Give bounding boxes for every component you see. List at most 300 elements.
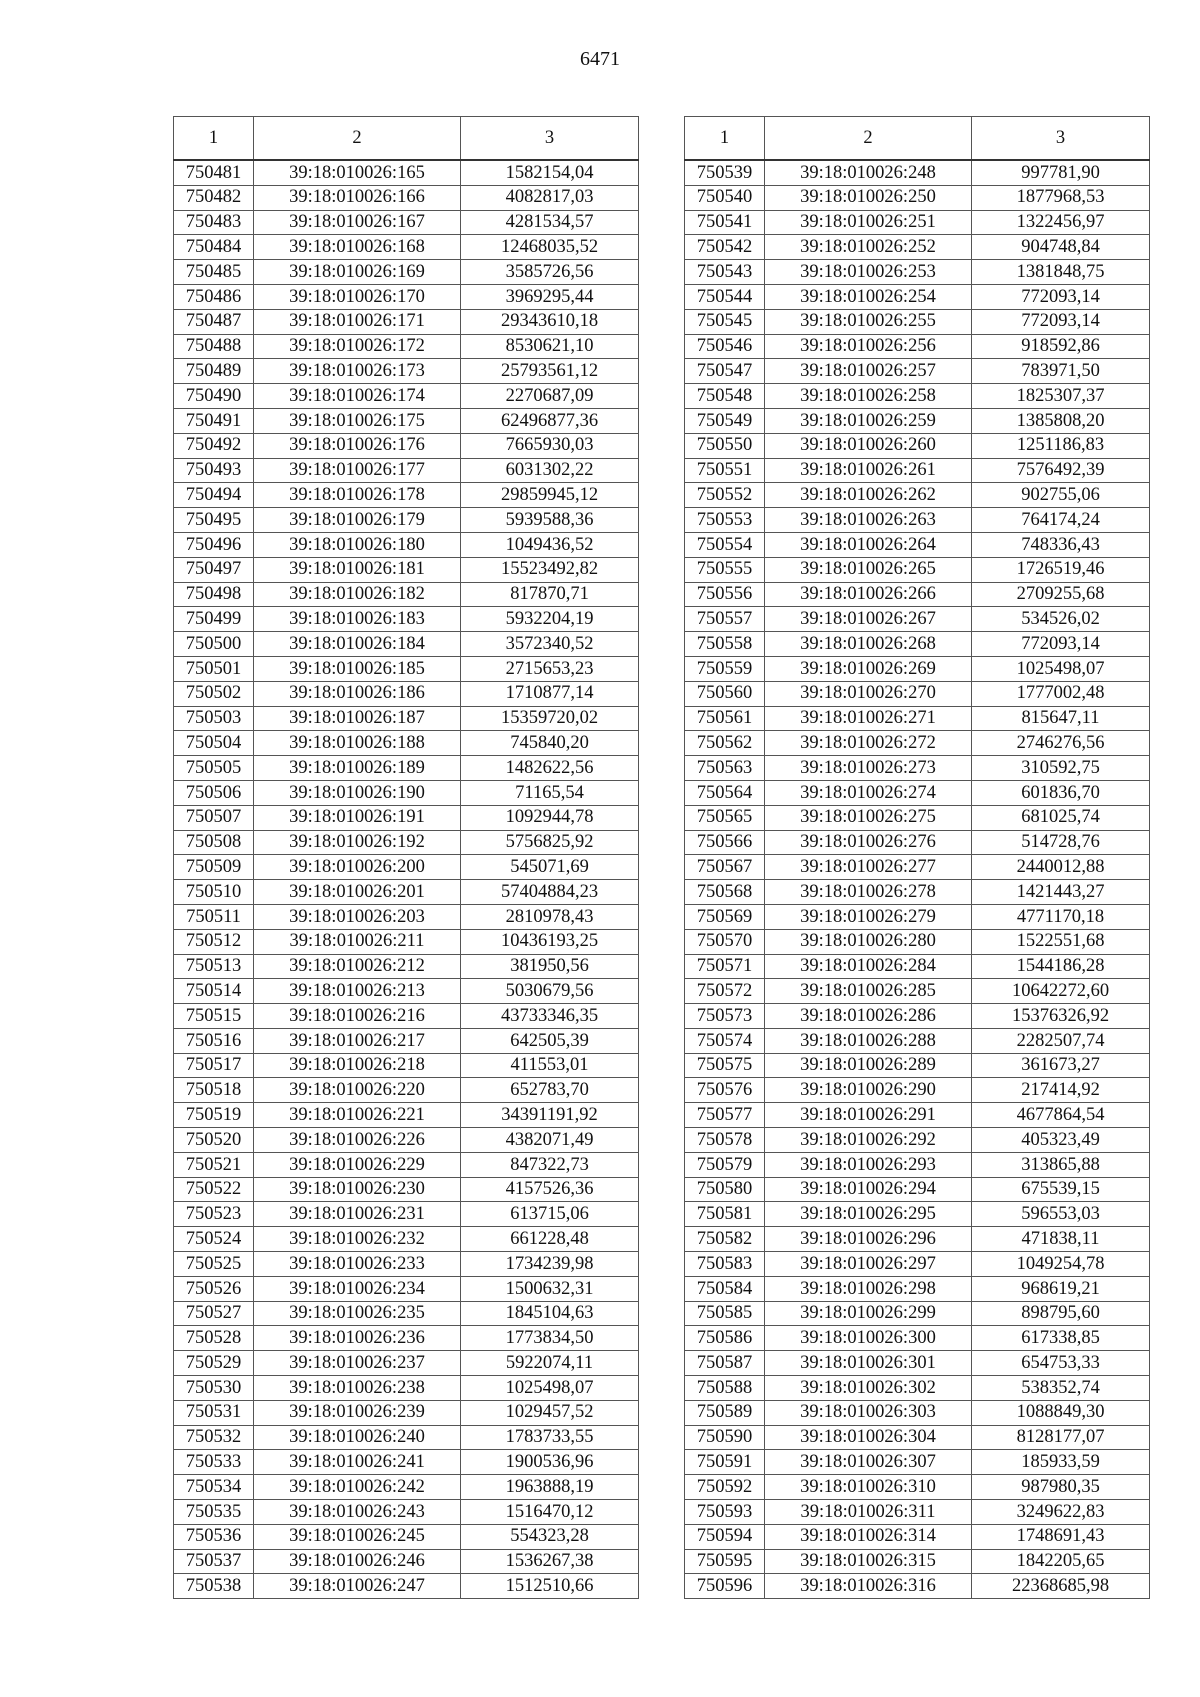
cell-cadastral-number: 39:18:010026:243 bbox=[254, 1500, 461, 1525]
cell-cadastral-number: 39:18:010026:263 bbox=[765, 508, 972, 533]
cell-record-number: 750500 bbox=[174, 632, 254, 657]
table-row bbox=[685, 458, 1150, 483]
cell-record-number: 750581 bbox=[685, 1202, 765, 1227]
cell-value: 62496877,36 bbox=[461, 408, 639, 433]
cell-cadastral-number: 39:18:010026:179 bbox=[254, 508, 461, 533]
table-row bbox=[174, 1326, 639, 1351]
cell-cadastral-number: 39:18:010026:234 bbox=[254, 1276, 461, 1301]
table-row bbox=[685, 1128, 1150, 1153]
cell-cadastral-number: 39:18:010026:230 bbox=[254, 1177, 461, 1202]
table-row bbox=[174, 1524, 639, 1549]
table-row bbox=[685, 1475, 1150, 1500]
cell-record-number: 750550 bbox=[685, 433, 765, 458]
cell-value: 1049436,52 bbox=[461, 532, 639, 557]
cell-cadastral-number: 39:18:010026:294 bbox=[765, 1177, 972, 1202]
cell-value: 2810978,43 bbox=[461, 904, 639, 929]
right-table bbox=[684, 116, 1150, 1599]
table-row bbox=[174, 780, 639, 805]
cell-value: 1777002,48 bbox=[972, 681, 1150, 706]
cell-value: 748336,43 bbox=[972, 532, 1150, 557]
cell-value: 847322,73 bbox=[461, 1152, 639, 1177]
cell-cadastral-number: 39:18:010026:284 bbox=[765, 954, 972, 979]
column-header-3: 3 bbox=[972, 117, 1150, 161]
cell-cadastral-number: 39:18:010026:290 bbox=[765, 1078, 972, 1103]
cell-cadastral-number: 39:18:010026:253 bbox=[765, 260, 972, 285]
cell-record-number: 750584 bbox=[685, 1276, 765, 1301]
cell-cadastral-number: 39:18:010026:181 bbox=[254, 557, 461, 582]
cell-cadastral-number: 39:18:010026:226 bbox=[254, 1128, 461, 1153]
table-row bbox=[174, 1053, 639, 1078]
cell-record-number: 750576 bbox=[685, 1078, 765, 1103]
cell-record-number: 750499 bbox=[174, 607, 254, 632]
column-header-1: 1 bbox=[174, 117, 254, 161]
table-row bbox=[685, 433, 1150, 458]
cell-value: 1516470,12 bbox=[461, 1500, 639, 1525]
table-row bbox=[174, 607, 639, 632]
cell-cadastral-number: 39:18:010026:185 bbox=[254, 656, 461, 681]
cell-cadastral-number: 39:18:010026:237 bbox=[254, 1351, 461, 1376]
cell-cadastral-number: 39:18:010026:299 bbox=[765, 1301, 972, 1326]
table-row bbox=[174, 334, 639, 359]
cell-record-number: 750533 bbox=[174, 1450, 254, 1475]
cell-value: 1726519,46 bbox=[972, 557, 1150, 582]
cell-value: 1500632,31 bbox=[461, 1276, 639, 1301]
table-row bbox=[685, 1524, 1150, 1549]
table-row bbox=[174, 1252, 639, 1277]
table-row bbox=[685, 1252, 1150, 1277]
cell-value: 5756825,92 bbox=[461, 830, 639, 855]
cell-value: 2270687,09 bbox=[461, 384, 639, 409]
cell-record-number: 750516 bbox=[174, 1028, 254, 1053]
cell-cadastral-number: 39:18:010026:291 bbox=[765, 1103, 972, 1128]
cell-cadastral-number: 39:18:010026:262 bbox=[765, 483, 972, 508]
cell-record-number: 750491 bbox=[174, 408, 254, 433]
table-row bbox=[685, 632, 1150, 657]
table-row bbox=[174, 384, 639, 409]
cell-record-number: 750593 bbox=[685, 1500, 765, 1525]
cell-value: 15359720,02 bbox=[461, 706, 639, 731]
cell-record-number: 750580 bbox=[685, 1177, 765, 1202]
cell-cadastral-number: 39:18:010026:240 bbox=[254, 1425, 461, 1450]
cell-value: 2282507,74 bbox=[972, 1028, 1150, 1053]
cell-record-number: 750534 bbox=[174, 1475, 254, 1500]
cell-cadastral-number: 39:18:010026:251 bbox=[765, 210, 972, 235]
cell-value: 772093,14 bbox=[972, 309, 1150, 334]
table-row bbox=[685, 979, 1150, 1004]
cell-value: 7665930,03 bbox=[461, 433, 639, 458]
cell-cadastral-number: 39:18:010026:259 bbox=[765, 408, 972, 433]
cell-value: 4771170,18 bbox=[972, 904, 1150, 929]
cell-value: 71165,54 bbox=[461, 780, 639, 805]
cell-cadastral-number: 39:18:010026:296 bbox=[765, 1227, 972, 1252]
cell-value: 471838,11 bbox=[972, 1227, 1150, 1252]
column-header-3: 3 bbox=[461, 117, 639, 161]
cell-record-number: 750487 bbox=[174, 309, 254, 334]
cell-record-number: 750527 bbox=[174, 1301, 254, 1326]
cell-record-number: 750521 bbox=[174, 1152, 254, 1177]
cell-value: 310592,75 bbox=[972, 756, 1150, 781]
table-row bbox=[685, 1376, 1150, 1401]
cell-value: 57404884,23 bbox=[461, 880, 639, 905]
cell-record-number: 750506 bbox=[174, 780, 254, 805]
cell-cadastral-number: 39:18:010026:303 bbox=[765, 1400, 972, 1425]
table-row bbox=[174, 1276, 639, 1301]
cell-cadastral-number: 39:18:010026:167 bbox=[254, 210, 461, 235]
cell-record-number: 750545 bbox=[685, 309, 765, 334]
cell-value: 772093,14 bbox=[972, 632, 1150, 657]
cell-record-number: 750520 bbox=[174, 1128, 254, 1153]
table-row bbox=[685, 954, 1150, 979]
table-row bbox=[174, 1475, 639, 1500]
cell-value: 1421443,27 bbox=[972, 880, 1150, 905]
cell-record-number: 750525 bbox=[174, 1252, 254, 1277]
cell-value: 617338,85 bbox=[972, 1326, 1150, 1351]
cell-cadastral-number: 39:18:010026:217 bbox=[254, 1028, 461, 1053]
cell-value: 1544186,28 bbox=[972, 954, 1150, 979]
cell-record-number: 750572 bbox=[685, 979, 765, 1004]
cell-record-number: 750587 bbox=[685, 1351, 765, 1376]
cell-value: 1322456,97 bbox=[972, 210, 1150, 235]
cell-cadastral-number: 39:18:010026:176 bbox=[254, 433, 461, 458]
cell-cadastral-number: 39:18:010026:174 bbox=[254, 384, 461, 409]
cell-cadastral-number: 39:18:010026:165 bbox=[254, 160, 461, 185]
cell-cadastral-number: 39:18:010026:248 bbox=[765, 160, 972, 185]
cell-record-number: 750489 bbox=[174, 359, 254, 384]
cell-cadastral-number: 39:18:010026:315 bbox=[765, 1549, 972, 1574]
cell-record-number: 750503 bbox=[174, 706, 254, 731]
cell-cadastral-number: 39:18:010026:178 bbox=[254, 483, 461, 508]
cell-cadastral-number: 39:18:010026:297 bbox=[765, 1252, 972, 1277]
cell-value: 5932204,19 bbox=[461, 607, 639, 632]
table-row bbox=[685, 582, 1150, 607]
table-row bbox=[685, 1574, 1150, 1599]
cell-cadastral-number: 39:18:010026:172 bbox=[254, 334, 461, 359]
cell-cadastral-number: 39:18:010026:301 bbox=[765, 1351, 972, 1376]
cell-value: 1783733,55 bbox=[461, 1425, 639, 1450]
cell-cadastral-number: 39:18:010026:278 bbox=[765, 880, 972, 905]
cell-value: 1381848,75 bbox=[972, 260, 1150, 285]
table-row bbox=[174, 185, 639, 210]
cell-value: 904748,84 bbox=[972, 235, 1150, 260]
cell-cadastral-number: 39:18:010026:272 bbox=[765, 731, 972, 756]
cell-value: 3585726,56 bbox=[461, 260, 639, 285]
cell-value: 764174,24 bbox=[972, 508, 1150, 533]
cell-value: 3249622,83 bbox=[972, 1500, 1150, 1525]
cell-value: 6031302,22 bbox=[461, 458, 639, 483]
table-row bbox=[685, 309, 1150, 334]
cell-value: 313865,88 bbox=[972, 1152, 1150, 1177]
table-row bbox=[685, 284, 1150, 309]
table-row bbox=[174, 458, 639, 483]
cell-value: 29343610,18 bbox=[461, 309, 639, 334]
cell-record-number: 750484 bbox=[174, 235, 254, 260]
cell-value: 405323,49 bbox=[972, 1128, 1150, 1153]
table-row bbox=[685, 780, 1150, 805]
cell-value: 1522551,68 bbox=[972, 929, 1150, 954]
cell-cadastral-number: 39:18:010026:180 bbox=[254, 532, 461, 557]
table-row bbox=[685, 508, 1150, 533]
cell-cadastral-number: 39:18:010026:203 bbox=[254, 904, 461, 929]
table-row bbox=[174, 855, 639, 880]
cell-record-number: 750585 bbox=[685, 1301, 765, 1326]
cell-record-number: 750518 bbox=[174, 1078, 254, 1103]
left-table-body bbox=[174, 160, 639, 1599]
table-row bbox=[685, 557, 1150, 582]
column-header-2: 2 bbox=[765, 117, 972, 161]
cell-record-number: 750540 bbox=[685, 185, 765, 210]
table-row bbox=[685, 929, 1150, 954]
table-row bbox=[174, 359, 639, 384]
cell-value: 1025498,07 bbox=[461, 1376, 639, 1401]
cell-value: 2715653,23 bbox=[461, 656, 639, 681]
table-row bbox=[174, 1500, 639, 1525]
cell-cadastral-number: 39:18:010026:269 bbox=[765, 656, 972, 681]
cell-record-number: 750542 bbox=[685, 235, 765, 260]
cell-value: 217414,92 bbox=[972, 1078, 1150, 1103]
cell-record-number: 750505 bbox=[174, 756, 254, 781]
cell-cadastral-number: 39:18:010026:314 bbox=[765, 1524, 972, 1549]
cell-cadastral-number: 39:18:010026:275 bbox=[765, 805, 972, 830]
table-row bbox=[685, 185, 1150, 210]
cell-record-number: 750565 bbox=[685, 805, 765, 830]
cell-record-number: 750513 bbox=[174, 954, 254, 979]
table-row bbox=[685, 408, 1150, 433]
table-row bbox=[174, 656, 639, 681]
page-number: 6471 bbox=[580, 48, 620, 70]
cell-value: 514728,76 bbox=[972, 830, 1150, 855]
cell-record-number: 750589 bbox=[685, 1400, 765, 1425]
cell-record-number: 750537 bbox=[174, 1549, 254, 1574]
cell-record-number: 750511 bbox=[174, 904, 254, 929]
cell-record-number: 750574 bbox=[685, 1028, 765, 1053]
cell-record-number: 750486 bbox=[174, 284, 254, 309]
table-row bbox=[685, 1152, 1150, 1177]
table-row bbox=[685, 1351, 1150, 1376]
cell-cadastral-number: 39:18:010026:280 bbox=[765, 929, 972, 954]
cell-cadastral-number: 39:18:010026:233 bbox=[254, 1252, 461, 1277]
table-row bbox=[685, 1549, 1150, 1574]
cell-record-number: 750504 bbox=[174, 731, 254, 756]
cell-cadastral-number: 39:18:010026:241 bbox=[254, 1450, 461, 1475]
cell-cadastral-number: 39:18:010026:200 bbox=[254, 855, 461, 880]
cell-record-number: 750538 bbox=[174, 1574, 254, 1599]
table-row bbox=[174, 1376, 639, 1401]
cell-cadastral-number: 39:18:010026:213 bbox=[254, 979, 461, 1004]
table-row bbox=[685, 855, 1150, 880]
cell-cadastral-number: 39:18:010026:276 bbox=[765, 830, 972, 855]
table-row bbox=[685, 483, 1150, 508]
cell-value: 4157526,36 bbox=[461, 1177, 639, 1202]
cell-cadastral-number: 39:18:010026:261 bbox=[765, 458, 972, 483]
cell-record-number: 750483 bbox=[174, 210, 254, 235]
table-row bbox=[685, 1400, 1150, 1425]
cell-cadastral-number: 39:18:010026:250 bbox=[765, 185, 972, 210]
table-row bbox=[174, 210, 639, 235]
table-row bbox=[685, 756, 1150, 781]
table-row bbox=[174, 433, 639, 458]
cell-record-number: 750568 bbox=[685, 880, 765, 905]
cell-record-number: 750481 bbox=[174, 160, 254, 185]
cell-value: 1877968,53 bbox=[972, 185, 1150, 210]
cell-value: 596553,03 bbox=[972, 1202, 1150, 1227]
cell-cadastral-number: 39:18:010026:239 bbox=[254, 1400, 461, 1425]
cell-record-number: 750577 bbox=[685, 1103, 765, 1128]
cell-value: 968619,21 bbox=[972, 1276, 1150, 1301]
cell-cadastral-number: 39:18:010026:288 bbox=[765, 1028, 972, 1053]
cell-cadastral-number: 39:18:010026:285 bbox=[765, 979, 972, 1004]
table-row bbox=[174, 1152, 639, 1177]
cell-record-number: 750560 bbox=[685, 681, 765, 706]
cell-value: 4281534,57 bbox=[461, 210, 639, 235]
cell-record-number: 750582 bbox=[685, 1227, 765, 1252]
table-row bbox=[174, 1425, 639, 1450]
table-row bbox=[685, 1425, 1150, 1450]
cell-record-number: 750501 bbox=[174, 656, 254, 681]
table-row bbox=[685, 1028, 1150, 1053]
cell-value: 3572340,52 bbox=[461, 632, 639, 657]
cell-record-number: 750507 bbox=[174, 805, 254, 830]
cell-record-number: 750544 bbox=[685, 284, 765, 309]
cell-record-number: 750535 bbox=[174, 1500, 254, 1525]
cell-cadastral-number: 39:18:010026:286 bbox=[765, 1004, 972, 1029]
table-row bbox=[174, 1549, 639, 1574]
cell-record-number: 750555 bbox=[685, 557, 765, 582]
cell-record-number: 750567 bbox=[685, 855, 765, 880]
cell-record-number: 750595 bbox=[685, 1549, 765, 1574]
cell-record-number: 750558 bbox=[685, 632, 765, 657]
cell-value: 361673,27 bbox=[972, 1053, 1150, 1078]
cell-record-number: 750490 bbox=[174, 384, 254, 409]
table-row bbox=[174, 632, 639, 657]
cell-record-number: 750591 bbox=[685, 1450, 765, 1475]
cell-cadastral-number: 39:18:010026:183 bbox=[254, 607, 461, 632]
cell-value: 681025,74 bbox=[972, 805, 1150, 830]
cell-value: 8530621,10 bbox=[461, 334, 639, 359]
cell-cadastral-number: 39:18:010026:257 bbox=[765, 359, 972, 384]
table-row bbox=[685, 1103, 1150, 1128]
cell-value: 4082817,03 bbox=[461, 185, 639, 210]
cell-record-number: 750517 bbox=[174, 1053, 254, 1078]
table-row bbox=[685, 830, 1150, 855]
cell-value: 1748691,43 bbox=[972, 1524, 1150, 1549]
cell-value: 1582154,04 bbox=[461, 160, 639, 185]
table-row bbox=[685, 532, 1150, 557]
cell-value: 534526,02 bbox=[972, 607, 1150, 632]
table-row bbox=[174, 508, 639, 533]
cell-record-number: 750529 bbox=[174, 1351, 254, 1376]
cell-cadastral-number: 39:18:010026:218 bbox=[254, 1053, 461, 1078]
cell-cadastral-number: 39:18:010026:189 bbox=[254, 756, 461, 781]
table-row bbox=[174, 1574, 639, 1599]
table-row bbox=[174, 1103, 639, 1128]
cell-value: 554323,28 bbox=[461, 1524, 639, 1549]
cell-cadastral-number: 39:18:010026:292 bbox=[765, 1128, 972, 1153]
cell-cadastral-number: 39:18:010026:171 bbox=[254, 309, 461, 334]
cell-cadastral-number: 39:18:010026:273 bbox=[765, 756, 972, 781]
cell-cadastral-number: 39:18:010026:265 bbox=[765, 557, 972, 582]
cell-value: 1842205,65 bbox=[972, 1549, 1150, 1574]
cell-cadastral-number: 39:18:010026:264 bbox=[765, 532, 972, 557]
cell-record-number: 750519 bbox=[174, 1103, 254, 1128]
cell-cadastral-number: 39:18:010026:190 bbox=[254, 780, 461, 805]
cell-cadastral-number: 39:18:010026:245 bbox=[254, 1524, 461, 1549]
cell-record-number: 750546 bbox=[685, 334, 765, 359]
cell-cadastral-number: 39:18:010026:191 bbox=[254, 805, 461, 830]
cell-record-number: 750563 bbox=[685, 756, 765, 781]
cell-cadastral-number: 39:18:010026:256 bbox=[765, 334, 972, 359]
cell-cadastral-number: 39:18:010026:201 bbox=[254, 880, 461, 905]
cell-record-number: 750571 bbox=[685, 954, 765, 979]
table-row bbox=[174, 1128, 639, 1153]
cell-value: 34391191,92 bbox=[461, 1103, 639, 1128]
cell-record-number: 750495 bbox=[174, 508, 254, 533]
cell-value: 25793561,12 bbox=[461, 359, 639, 384]
table-row bbox=[685, 1500, 1150, 1525]
cell-value: 1088849,30 bbox=[972, 1400, 1150, 1425]
table-row bbox=[174, 1400, 639, 1425]
cell-record-number: 750515 bbox=[174, 1004, 254, 1029]
cell-cadastral-number: 39:18:010026:295 bbox=[765, 1202, 972, 1227]
cell-value: 642505,39 bbox=[461, 1028, 639, 1053]
cell-cadastral-number: 39:18:010026:232 bbox=[254, 1227, 461, 1252]
table-row bbox=[685, 607, 1150, 632]
table-row bbox=[685, 334, 1150, 359]
cell-value: 10642272,60 bbox=[972, 979, 1150, 1004]
cell-cadastral-number: 39:18:010026:216 bbox=[254, 1004, 461, 1029]
table-row bbox=[174, 1177, 639, 1202]
cell-value: 15376326,92 bbox=[972, 1004, 1150, 1029]
table-row bbox=[174, 160, 639, 185]
cell-value: 1251186,83 bbox=[972, 433, 1150, 458]
cell-value: 8128177,07 bbox=[972, 1425, 1150, 1450]
cell-record-number: 750557 bbox=[685, 607, 765, 632]
cell-cadastral-number: 39:18:010026:268 bbox=[765, 632, 972, 657]
cell-cadastral-number: 39:18:010026:168 bbox=[254, 235, 461, 260]
cell-record-number: 750492 bbox=[174, 433, 254, 458]
cell-value: 817870,71 bbox=[461, 582, 639, 607]
cell-record-number: 750596 bbox=[685, 1574, 765, 1599]
cell-value: 1900536,96 bbox=[461, 1450, 639, 1475]
cell-value: 1773834,50 bbox=[461, 1326, 639, 1351]
cell-cadastral-number: 39:18:010026:231 bbox=[254, 1202, 461, 1227]
cell-record-number: 750562 bbox=[685, 731, 765, 756]
table-row bbox=[685, 1177, 1150, 1202]
cell-value: 2709255,68 bbox=[972, 582, 1150, 607]
cell-record-number: 750531 bbox=[174, 1400, 254, 1425]
table-row bbox=[685, 210, 1150, 235]
table-row bbox=[174, 260, 639, 285]
table-row bbox=[174, 557, 639, 582]
cell-value: 1092944,78 bbox=[461, 805, 639, 830]
cell-cadastral-number: 39:18:010026:212 bbox=[254, 954, 461, 979]
cell-record-number: 750494 bbox=[174, 483, 254, 508]
table-row bbox=[685, 805, 1150, 830]
table-row bbox=[685, 1227, 1150, 1252]
cell-value: 987980,35 bbox=[972, 1475, 1150, 1500]
cell-value: 3969295,44 bbox=[461, 284, 639, 309]
cell-value: 652783,70 bbox=[461, 1078, 639, 1103]
table-row bbox=[174, 483, 639, 508]
table-row bbox=[685, 1276, 1150, 1301]
table-row bbox=[174, 1078, 639, 1103]
cell-value: 15523492,82 bbox=[461, 557, 639, 582]
column-header-2: 2 bbox=[254, 117, 461, 161]
table-row bbox=[685, 384, 1150, 409]
cell-record-number: 750524 bbox=[174, 1227, 254, 1252]
cell-cadastral-number: 39:18:010026:311 bbox=[765, 1500, 972, 1525]
table-row bbox=[174, 284, 639, 309]
cell-record-number: 750554 bbox=[685, 532, 765, 557]
